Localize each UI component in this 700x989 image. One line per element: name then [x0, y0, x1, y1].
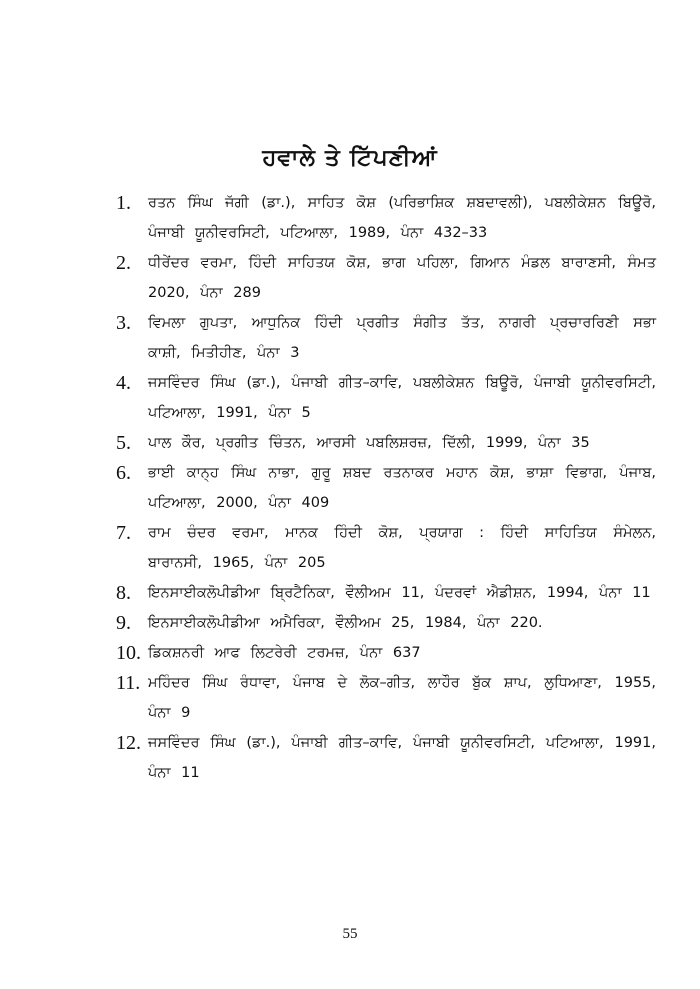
reference-text: ਪਾਲ ਕੌਰ, ਪ੍ਰਗੀਤ ਚਿੰਤਨ, ਆਰਸੀ ਪਬਲਿਸ਼ਰਜ਼, ਦਿੱਲੀ, 1999, ਪੰਨਾ 35 [148, 435, 590, 451]
reference-item [116, 728, 656, 788]
reference-item [116, 608, 656, 638]
reference-number: 1. [116, 192, 131, 214]
reference-text: ਰਾਮ ਚੰਦਰ ਵਰਮਾ, ਮਾਨਕ ਹਿੰਦੀ ਕੋਸ਼, ਪ੍ਰਯਾਗ : ਹਿੰਦੀ ਸਾਹਿਤਿਯ ਸੰਮੇਲਨ, ਬਾਰਾਨਸੀ, 1965, ਪੰਨਾ 205 [148, 525, 656, 571]
reference-item [116, 638, 656, 668]
reference-item [116, 248, 656, 308]
reference-number: 10. [116, 642, 141, 664]
reference-text: ਜਸਵਿੰਦਰ ਸਿੰਘ (ਡਾ.), ਪੰਜਾਬੀ ਗੀਤ–ਕਾਵਿ, ਪਬਲੀਕੇਸ਼ਨ ਬਿਊਰੋ, ਪੰਜਾਬੀ ਯੂਨੀਵਰਸਿਟੀ, ਪਟਿਆਲਾ, 1991, ਪੰਨਾ 5 [148, 375, 656, 421]
reference-item [116, 578, 656, 608]
reference-item [116, 188, 656, 248]
reference-item [116, 368, 656, 428]
reference-text: ਵਿਮਲਾ ਗੁਪਤਾ, ਆਧੁਨਿਕ ਹਿੰਦੀ ਪ੍ਰਗੀਤ ਸੰਗੀਤ ਤੱਤ, ਨਾਗਰੀ ਪ੍ਰਚਾਰਰਿਣੀ ਸਭਾ ਕਾਸ਼ੀ, ਮਿਤੀਹੀਣ, ਪੰਨਾ 3 [148, 315, 656, 361]
page-number: 55 [342, 926, 358, 942]
reference-item [116, 458, 656, 518]
reference-number: 2. [116, 252, 131, 274]
reference-text: ਧੀਰੇਂਦਰ ਵਰਮਾ, ਹਿੰਦੀ ਸਾਹਿਤਯ ਕੋਸ਼, ਭਾਗ ਪਹਿਲਾ, ਗਿਆਨ ਮੰਡਲ ਬਾਰਾਣਸੀ, ਸੰਮਤ 2020, ਪੰਨਾ 289 [148, 255, 656, 301]
reference-text: ਮਹਿੰਦਰ ਸਿੰਘ ਰੰਧਾਵਾ, ਪੰਜਾਬ ਦੇ ਲੋਕ–ਗੀਤ, ਲਾਹੌਰ ਬੁੱਕ ਸ਼ਾਪ, ਲੁਧਿਆਣਾ, 1955, ਪੰਨਾ 9 [148, 675, 656, 721]
page-title: ਹਵਾਲੇ ਤੇ ਟਿੱਪਣੀਆਂ [262, 145, 438, 171]
reference-item [116, 518, 656, 578]
reference-number: 3. [116, 312, 131, 334]
reference-number: 6. [116, 462, 131, 484]
reference-number: 11. [116, 672, 141, 694]
reference-number: 4. [116, 372, 131, 394]
reference-text: ਭਾਈ ਕਾਨ੍ਹ ਸਿੰਘ ਨਾਭਾ, ਗੁਰੂ ਸ਼ਬਦ ਰਤਨਾਕਰ ਮਹਾਨ ਕੋਸ਼, ਭਾਸ਼ਾ ਵਿਭਾਗ, ਪੰਜਾਬ, ਪਟਿਆਲਾ, 2000, ਪੰਨਾ 409 [148, 465, 656, 511]
reference-number: 5. [116, 432, 131, 454]
reference-item [116, 308, 656, 368]
reference-number: 8. [116, 582, 131, 604]
reference-text: ਡਿਕਸ਼ਨਰੀ ਆਫ ਲਿਟਰੇਰੀ ਟਰਮਜ਼, ਪੰਨਾ 637 [148, 645, 421, 661]
reference-text: ਰਤਨ ਸਿੰਘ ਜੱਗੀ (ਡਾ.), ਸਾਹਿਤ ਕੋਸ਼ (ਪਰਿਭਾਸ਼ਿਕ ਸ਼ਬਦਾਵਲੀ), ਪਬਲੀਕੇਸ਼ਨ ਬਿਊਰੋ, ਪੰਜਾਬੀ ਯੂਨੀਵਰਸਿਟੀ, ਪਟਿਆਲਾ, 1989, ਪੰਨਾ 432–33 [148, 195, 656, 241]
reference-text: ਜਸਵਿੰਦਰ ਸਿੰਘ (ਡਾ.), ਪੰਜਾਬੀ ਗੀਤ–ਕਾਵਿ, ਪੰਜਾਬੀ ਯੂਨੀਵਰਸਿਟੀ, ਪਟਿਆਲਾ, 1991, ਪੰਨਾ 11 [148, 735, 656, 781]
reference-number: 7. [116, 522, 131, 544]
reference-item [116, 428, 656, 458]
reference-item [116, 668, 656, 728]
reference-text: ਇਨਸਾਈਕਲੋਪੀਡੀਆ ਅਮੈਰਿਕਾ, ਵੌਲੀਅਮ 25, 1984, ਪੰਨਾ 220. [148, 615, 543, 631]
reference-list [116, 188, 656, 788]
reference-number: 12. [116, 732, 141, 754]
reference-text: ਇਨਸਾਈਕਲੋਪੀਡੀਆ ਬ੍ਰਿਟੈਨਿਕਾ, ਵੌਲੀਅਮ 11, ਪੰਦਰਵਾਂ ਐਡੀਸ਼ਨ, 1994, ਪੰਨਾ 11 [148, 585, 651, 601]
reference-number: 9. [116, 612, 131, 634]
